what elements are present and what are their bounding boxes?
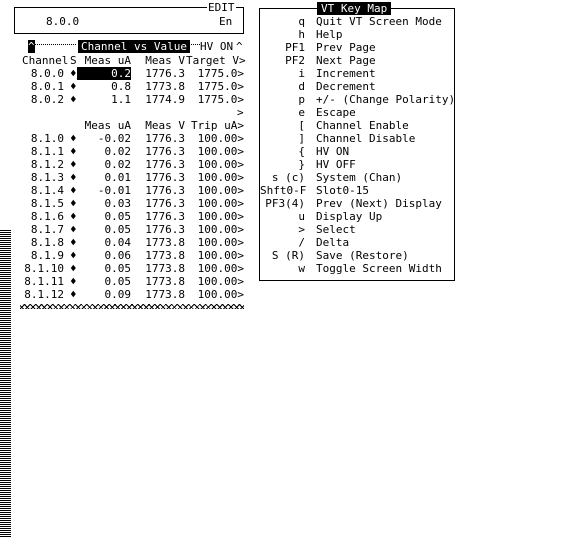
setting-cell[interactable]: 100.00> [197, 171, 244, 184]
key-map-key: q [298, 15, 305, 28]
channel-id: 8.1.7 [30, 223, 64, 236]
status-diamond-icon: ♦ [70, 145, 77, 158]
key-map-key: / [298, 236, 305, 249]
table-row[interactable] [20, 288, 244, 301]
channel-id: 8.1.6 [30, 210, 64, 223]
key-map-key: Shft0-F [260, 184, 307, 197]
meas-v-cell: 1776.3 [145, 145, 185, 158]
meas-v-cell: 1776.3 [145, 223, 185, 236]
meas-v-cell: 1773.8 [145, 236, 185, 249]
status-diamond-icon: ♦ [70, 184, 77, 197]
channel-id: 8.1.3 [30, 171, 64, 184]
channel-id: 8.1.9 [30, 249, 64, 262]
meas-v-cell: 1776.3 [145, 171, 185, 184]
key-map-action: Save (Restore) [316, 249, 409, 262]
table-row[interactable] [20, 223, 244, 236]
key-map-key: [ [298, 119, 305, 132]
key-map-action: Escape [316, 106, 356, 119]
key-map-action: Channel Disable [316, 132, 416, 145]
key-map-action: Increment [316, 67, 376, 80]
key-map-key: d [298, 80, 305, 93]
meas-ua-cell[interactable]: 0.02 [104, 145, 131, 158]
meas-ua-cell[interactable]: 0.05 [104, 262, 131, 275]
key-map-key: } [298, 158, 305, 171]
table-row[interactable] [20, 210, 244, 223]
setting-cell[interactable]: 100.00> [197, 275, 244, 288]
setting-cell[interactable]: 100.00> [197, 249, 244, 262]
key-map-key: w [298, 262, 305, 275]
key-map-action: Channel Enable [316, 119, 409, 132]
setting-cell[interactable]: 100.00> [197, 197, 244, 210]
table-row[interactable] [20, 236, 244, 249]
meas-ua-cell[interactable]: 0.03 [104, 197, 131, 210]
selected-cell[interactable]: 0.2 [77, 67, 131, 80]
setting-cell[interactable]: 100.00> [197, 210, 244, 223]
left-scrollbar[interactable] [0, 230, 11, 537]
meas-v-cell: 1773.8 [145, 249, 185, 262]
key-map-action: Select [316, 223, 356, 236]
table-row[interactable] [20, 275, 244, 288]
key-map-action: Prev (Next) Display [316, 197, 442, 210]
key-map-action: Prev Page [316, 41, 376, 54]
status-diamond-icon: ♦ [70, 197, 77, 210]
channel-id: 8.1.2 [30, 158, 64, 171]
key-map-key: > [298, 223, 305, 236]
channel-id: 8.1.10 [24, 262, 64, 275]
status-diamond-icon: ♦ [70, 132, 77, 145]
key-map-key: { [298, 145, 305, 158]
meas-v-cell: 1773.8 [145, 275, 185, 288]
key-map-key: PF3(4) [265, 197, 305, 210]
spacer-arrow: > [237, 106, 244, 119]
meas-v-cell: 1776.3 [145, 158, 185, 171]
table-row[interactable] [20, 262, 244, 275]
key-map-key: PF1 [285, 41, 305, 54]
meas-v-cell: 1776.3 [145, 132, 185, 145]
channel-id: 8.1.12 [24, 288, 64, 301]
meas-v-cell: 1773.8 [145, 80, 185, 93]
key-map-key: S (R) [271, 249, 305, 262]
key-map-action: Toggle Screen Width [316, 262, 442, 275]
key-map-action: Slot0-15 [316, 184, 369, 197]
key-map-key: i [298, 67, 305, 80]
status-diamond-icon: ♦ [70, 262, 77, 275]
table-row[interactable] [20, 132, 244, 145]
meas-ua-cell[interactable]: 0.09 [104, 288, 131, 301]
channel-id: 8.0.1 [30, 80, 64, 93]
status-diamond-icon: ♦ [70, 158, 77, 171]
status-diamond-icon: ♦ [70, 223, 77, 236]
setting-cell[interactable]: 100.00> [197, 223, 244, 236]
key-map-action: HV ON [316, 145, 350, 158]
meas-v-cell: 1773.8 [145, 288, 185, 301]
edit-mode: En [219, 15, 233, 28]
setting-cell[interactable]: 100.00> [197, 158, 244, 171]
key-map-action: System (Chan) [316, 171, 403, 184]
table-row[interactable] [20, 197, 244, 210]
key-map-title: VT Key Map [317, 2, 391, 15]
status-diamond-icon: ♦ [70, 67, 77, 80]
table-row[interactable] [20, 184, 244, 197]
setting-cell[interactable]: 100.00> [197, 262, 244, 275]
key-map-action: Decrement [316, 80, 376, 93]
meas-v-cell: 1776.3 [145, 210, 185, 223]
channel-id: 8.1.0 [30, 132, 64, 145]
meas-v-cell: 1776.3 [145, 184, 185, 197]
meas-ua-cell[interactable]: 0.01 [104, 171, 131, 184]
setting-cell[interactable]: 100.00> [197, 132, 244, 145]
setting-cell[interactable]: 100.00> [197, 184, 244, 197]
col-header-meas-v-2: Meas V [145, 119, 185, 132]
edit-value[interactable]: 8.0.0 [46, 15, 80, 28]
setting-cell[interactable]: 1775.0> [197, 67, 244, 80]
top-border-left [30, 44, 76, 49]
meas-ua-cell[interactable]: 0.05 [104, 223, 131, 236]
col-header-trip-ua: Trip uA> [191, 119, 244, 132]
table-row[interactable] [20, 171, 244, 184]
status-diamond-icon: ♦ [70, 210, 77, 223]
meas-ua-cell[interactable]: 0.05 [104, 210, 131, 223]
table-row[interactable] [20, 158, 244, 171]
table-row[interactable] [20, 80, 244, 93]
table-row[interactable] [20, 67, 244, 80]
status-diamond-icon: ♦ [70, 93, 77, 106]
channel-id: 8.1.5 [30, 197, 64, 210]
channel-id: 8.0.0 [30, 67, 64, 80]
meas-v-cell: 1774.9 [145, 93, 185, 106]
meas-ua-cell[interactable]: 0.04 [104, 236, 131, 249]
setting-cell[interactable]: 100.00> [197, 236, 244, 249]
status-diamond-icon: ♦ [70, 288, 77, 301]
table-row[interactable] [20, 93, 244, 106]
setting-cell[interactable]: 100.00> [197, 145, 244, 158]
table-row[interactable] [20, 249, 244, 262]
meas-ua-cell[interactable]: 0.05 [104, 275, 131, 288]
col-header-meas-v: Meas V [145, 54, 185, 67]
meas-v-cell: 1773.8 [145, 262, 185, 275]
meas-v-cell: 1776.3 [145, 67, 185, 80]
key-map-key: h [298, 28, 305, 41]
key-map-key: u [298, 210, 305, 223]
key-map-action: HV OFF [316, 158, 356, 171]
key-map-key: e [298, 106, 305, 119]
meas-ua-cell[interactable]: -0.01 [97, 184, 131, 197]
meas-ua-cell[interactable]: 0.02 [104, 158, 131, 171]
status-diamond-icon: ♦ [70, 236, 77, 249]
channel-id: 8.1.4 [30, 184, 64, 197]
channel-panel [20, 40, 246, 310]
channel-id: 8.1.8 [30, 236, 64, 249]
bottom-border [20, 304, 244, 309]
edit-box-title: EDIT [208, 1, 235, 14]
key-map-key: s (c) [271, 171, 305, 184]
key-map-action: Help [316, 28, 343, 41]
table-row[interactable] [20, 145, 244, 158]
key-map-action: +/- (Change Polarity) [316, 93, 456, 106]
channel-id: 8.1.1 [30, 145, 64, 158]
meas-ua-cell[interactable]: 0.8 [111, 80, 131, 93]
status-diamond-icon: ♦ [70, 80, 77, 93]
meas-ua-cell[interactable]: -0.02 [97, 132, 131, 145]
right-caret: ^ [236, 40, 243, 53]
col-header-channel: Channel [22, 54, 69, 67]
meas-ua-cell[interactable]: 1.1 [111, 93, 131, 106]
key-map-action: Delta [316, 236, 350, 249]
key-map-key: PF2 [285, 54, 305, 67]
status-diamond-icon: ♦ [70, 249, 77, 262]
key-map-action: Display Up [316, 210, 383, 223]
meas-v-cell: 1776.3 [145, 197, 185, 210]
hv-status-label: HV ON [200, 40, 234, 53]
panel-title: Channel vs Value [78, 40, 190, 53]
status-diamond-icon: ♦ [70, 171, 77, 184]
col-header-meas-ua: Meas uA [84, 54, 131, 67]
col-header-meas-ua-2: Meas uA [84, 119, 131, 132]
col-header-target-v: Target V> [186, 54, 246, 67]
setting-cell[interactable]: 1775.0> [197, 93, 244, 106]
col-header-status: S [70, 54, 77, 67]
key-map-key: p [298, 93, 305, 106]
status-diamond-icon: ♦ [70, 275, 77, 288]
channel-id: 8.1.11 [24, 275, 64, 288]
setting-cell[interactable]: 1775.0> [197, 80, 244, 93]
setting-cell[interactable]: 100.00> [197, 288, 244, 301]
channel-id: 8.0.2 [30, 93, 64, 106]
key-map-key: ] [298, 132, 305, 145]
key-map-action: Next Page [316, 54, 376, 67]
cursor-block: ^ [28, 40, 35, 53]
meas-ua-cell[interactable]: 0.06 [104, 249, 131, 262]
key-map-action: Quit VT Screen Mode [316, 15, 442, 28]
